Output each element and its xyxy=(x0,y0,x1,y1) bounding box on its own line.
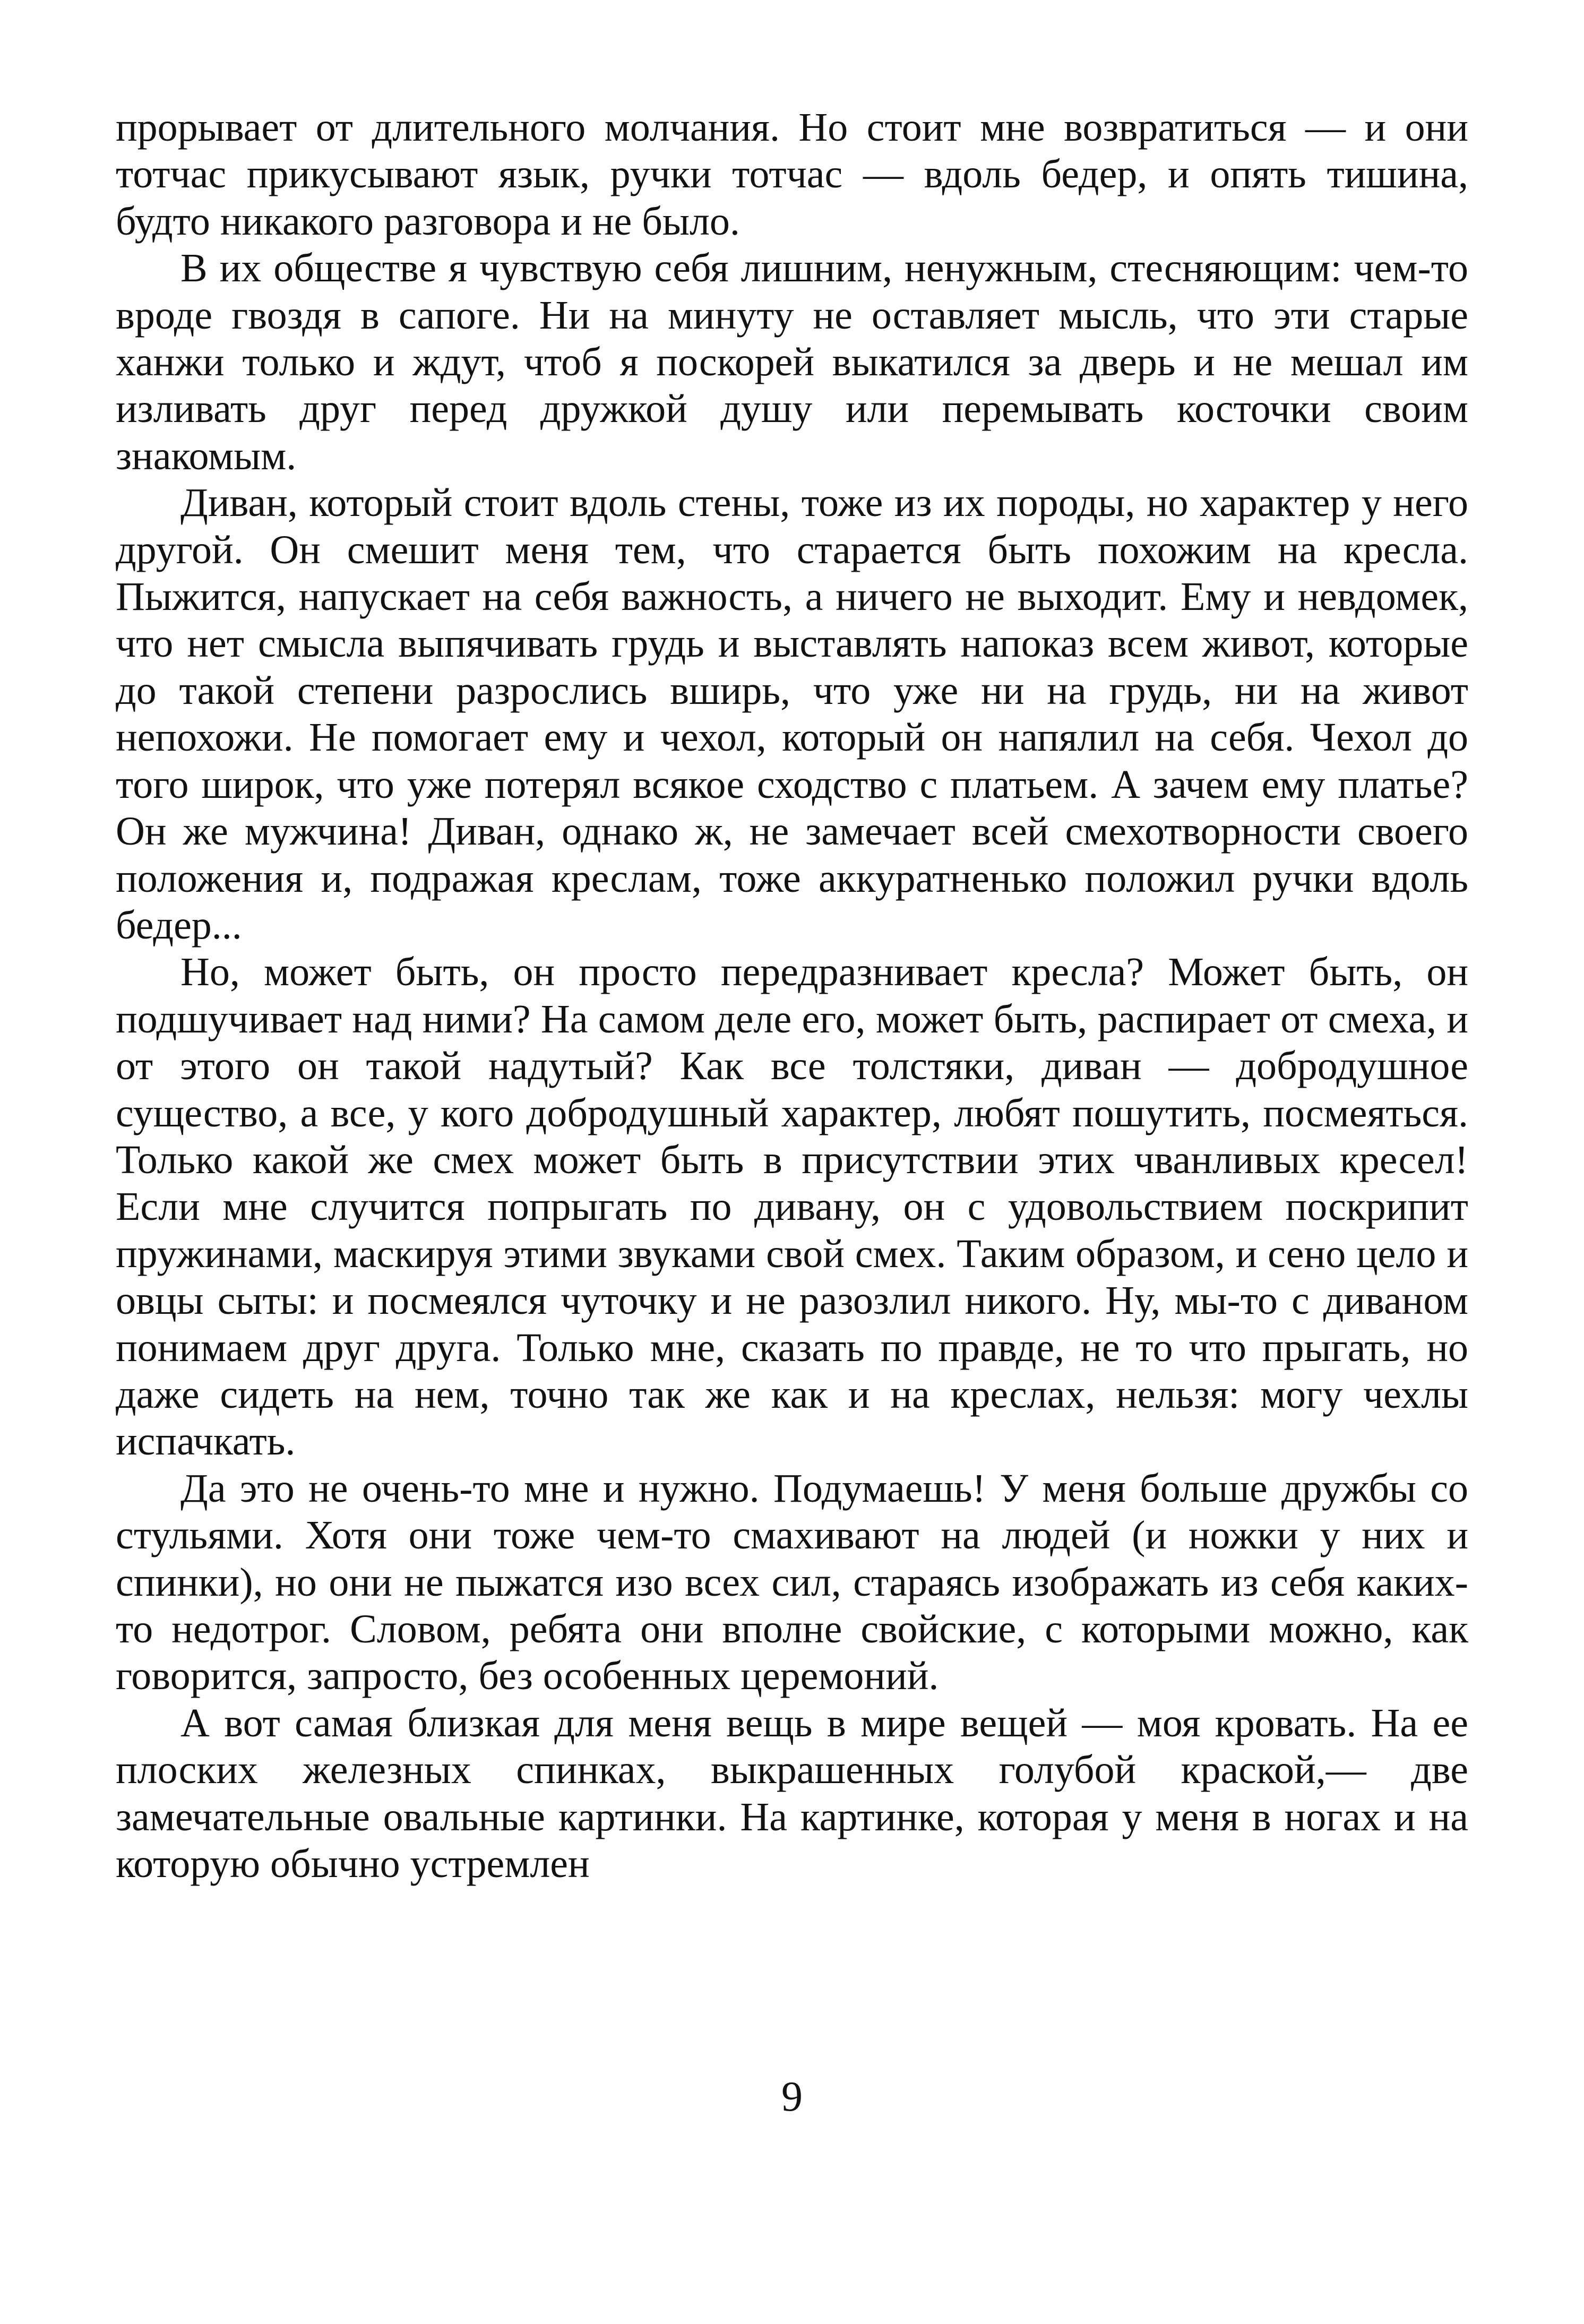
paragraph: Да это не очень-то мне и нужно. Подумаешь! У меня больше дружбы со стульями. Хотя они тоже чем-то смахивают на людей (и ножки у них и спинки), но они не пыжатся изо всех сил, стараясь изображать из себя каких-то недотрог. Словом, ребята они вполне свойские, с которыми можно, как говорится, запросто, без особенных церемоний. xyxy=(116,1466,1468,1699)
paragraph: Но, может быть, он просто передразнивает кресла? Может быть, он подшучивает над ними? На самом деле его, может быть, распирает от смеха, и от этого он такой надутый? Как все толстяки, диван — добродушное существо, а все, у кого добродушный характер, любят пошутить, посмеяться. Только какой же смех может быть в присутствии этих чванливых кресел! Если мне случится попрыгать по дивану, он с удовольствием поскрипит пружинами, маскируя этими звуками свой смех. Таким образом, и сено цело и овцы сыты: и посмеялся чуточку и не разозлил никого. Ну, мы-то с диваном понимаем друг друга. Только мне, сказать по правде, не то что прыгать, но даже сидеть на нем, точно так же как и на креслах, нельзя: могу чехлы испачкать. xyxy=(116,950,1468,1464)
page-body-text xyxy=(116,104,1468,1887)
paragraph: А вот самая близкая для меня вещь в мире вещей — моя кровать. На ее плоских железных спинках, выкрашенных голубой краской,— две замечательные овальные картинки. На картинке, которая у меня в ногах и на которую обычно устремлен xyxy=(116,1700,1468,1887)
paragraph: Диван, который стоит вдоль стены, тоже из их породы, но характер у него другой. Он смешит меня тем, что старается быть похожим на кресла. Пыжится, напускает на себя важность, а ничего не выходит. Ему и невдомек, что нет смысла выпячивать грудь и выставлять напоказ всем живот, которые до такой степени разрослись вширь, что уже ни на грудь, ни на живот непохожи. Не помогает ему и чехол, который он напялил на себя. Чехол до того широк, что уже потерял всякое сходство с платьем. А зачем ему платье? Он же мужчина! Диван, однако ж, не замечает всей смехотворности своего положения и, подражая креслам, тоже аккуратненько положил ручки вдоль бедер... xyxy=(116,480,1468,948)
paragraph-continued: прорывает от длительного молчания. Но стоит мне возвратиться — и они тотчас прикусывают язык, ручки тотчас — вдоль бедер, и опять тишина, будто никакого разговора и не было. xyxy=(116,105,1468,244)
page-number: 9 xyxy=(781,2073,803,2120)
paragraph: В их обществе я чувствую себя лишним, ненужным, стесняющим: чем-то вроде гвоздя в сапоге. Ни на минуту не оставляет мысль, что эти старые ханжи только и ждут, чтоб я поскорей выкатился за дверь и не мешал им изливать друг перед дружкой душу или перемывать косточки своим знакомым. xyxy=(116,246,1468,478)
